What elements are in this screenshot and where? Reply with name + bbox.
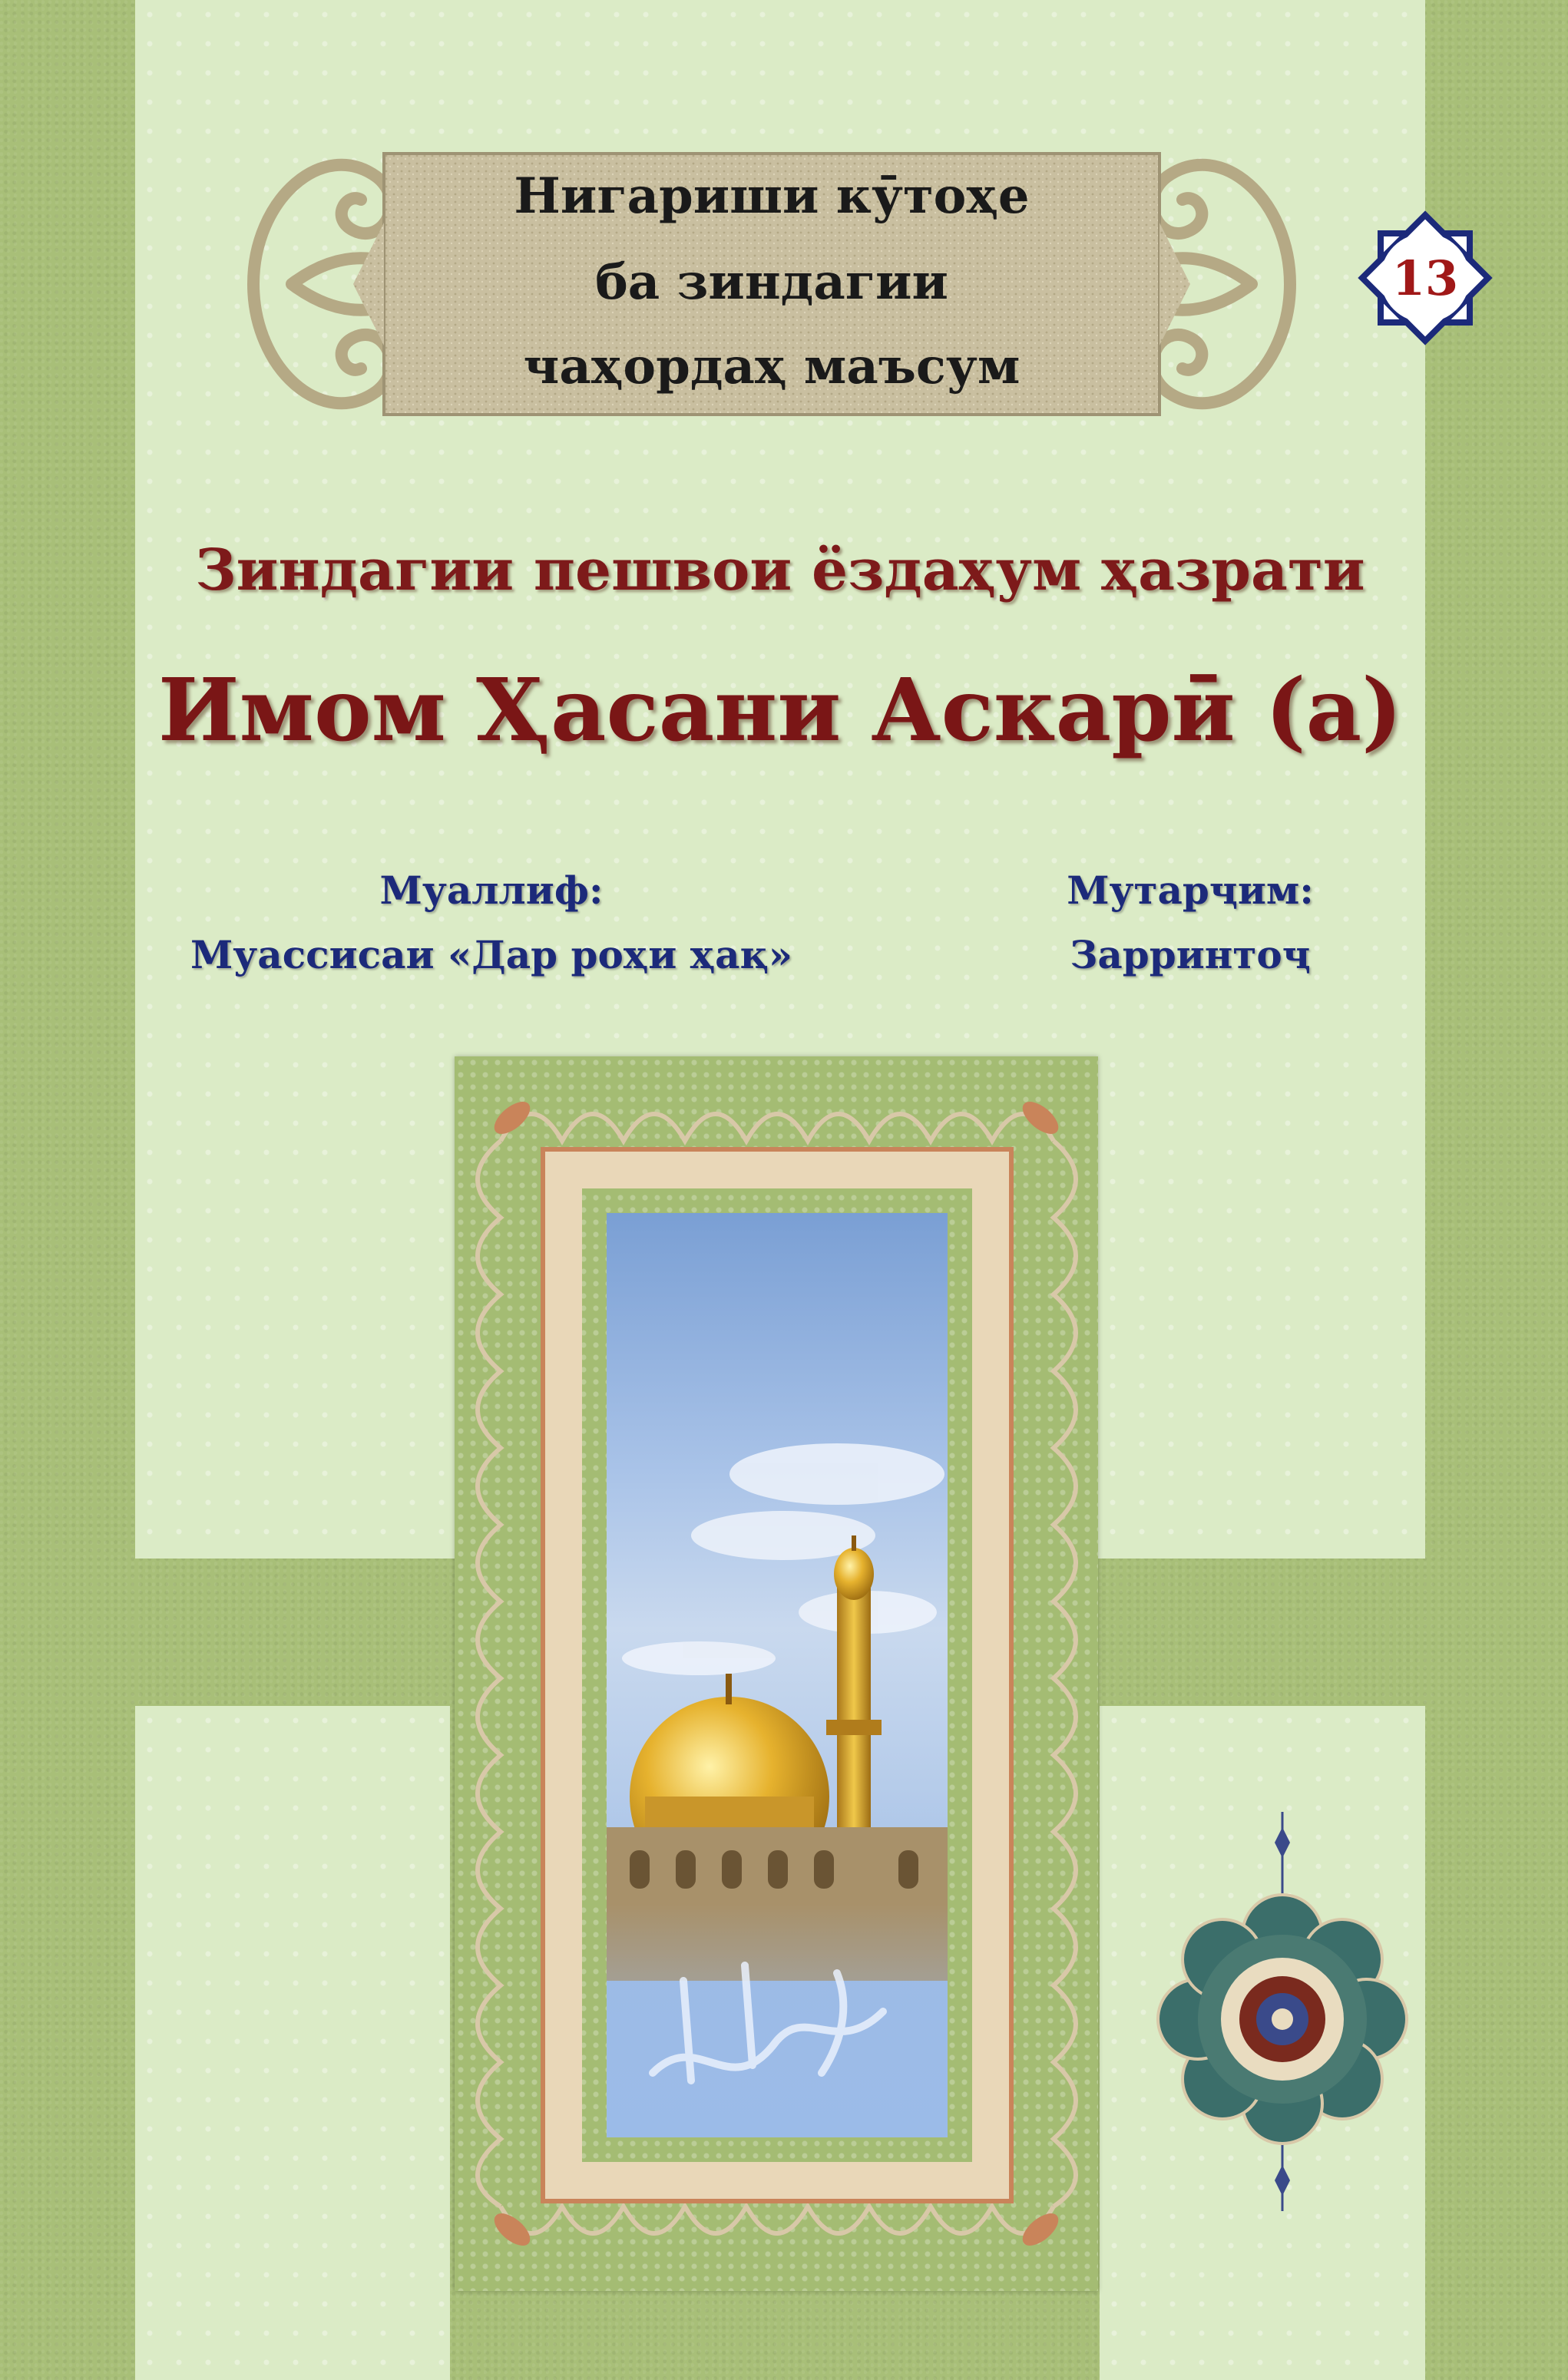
subtitle: Зиндагии пешвои ёздаҳум ҳазрати bbox=[195, 537, 1365, 603]
golden-dome-illustration bbox=[607, 1213, 948, 2137]
series-cartouche bbox=[238, 107, 1305, 461]
author-name: Муассисаи «Дар роҳи ҳақ» bbox=[190, 932, 793, 977]
book-title: Имом Ҳасани Аскарӣ (а) bbox=[157, 660, 1403, 761]
translator-name: Зарринтоҷ bbox=[1070, 932, 1311, 977]
volume-number: 13 bbox=[1391, 250, 1459, 306]
author-label: Муаллиф: bbox=[379, 868, 604, 913]
floral-rosette-ornament bbox=[1152, 1812, 1413, 2211]
series-title-line-3: чаҳордаҳ маъсум bbox=[523, 338, 1021, 395]
bottom-left-panel bbox=[135, 1706, 450, 2380]
author-credit bbox=[177, 858, 806, 987]
translator-label: Мутарҷим: bbox=[1067, 868, 1314, 913]
series-title-line-1: Нигариши кӯтоҳе bbox=[514, 167, 1030, 225]
series-title-line-2: ба зиндагии bbox=[595, 253, 948, 311]
translator-credit bbox=[1029, 858, 1351, 987]
shrine-photo bbox=[607, 1213, 948, 2137]
